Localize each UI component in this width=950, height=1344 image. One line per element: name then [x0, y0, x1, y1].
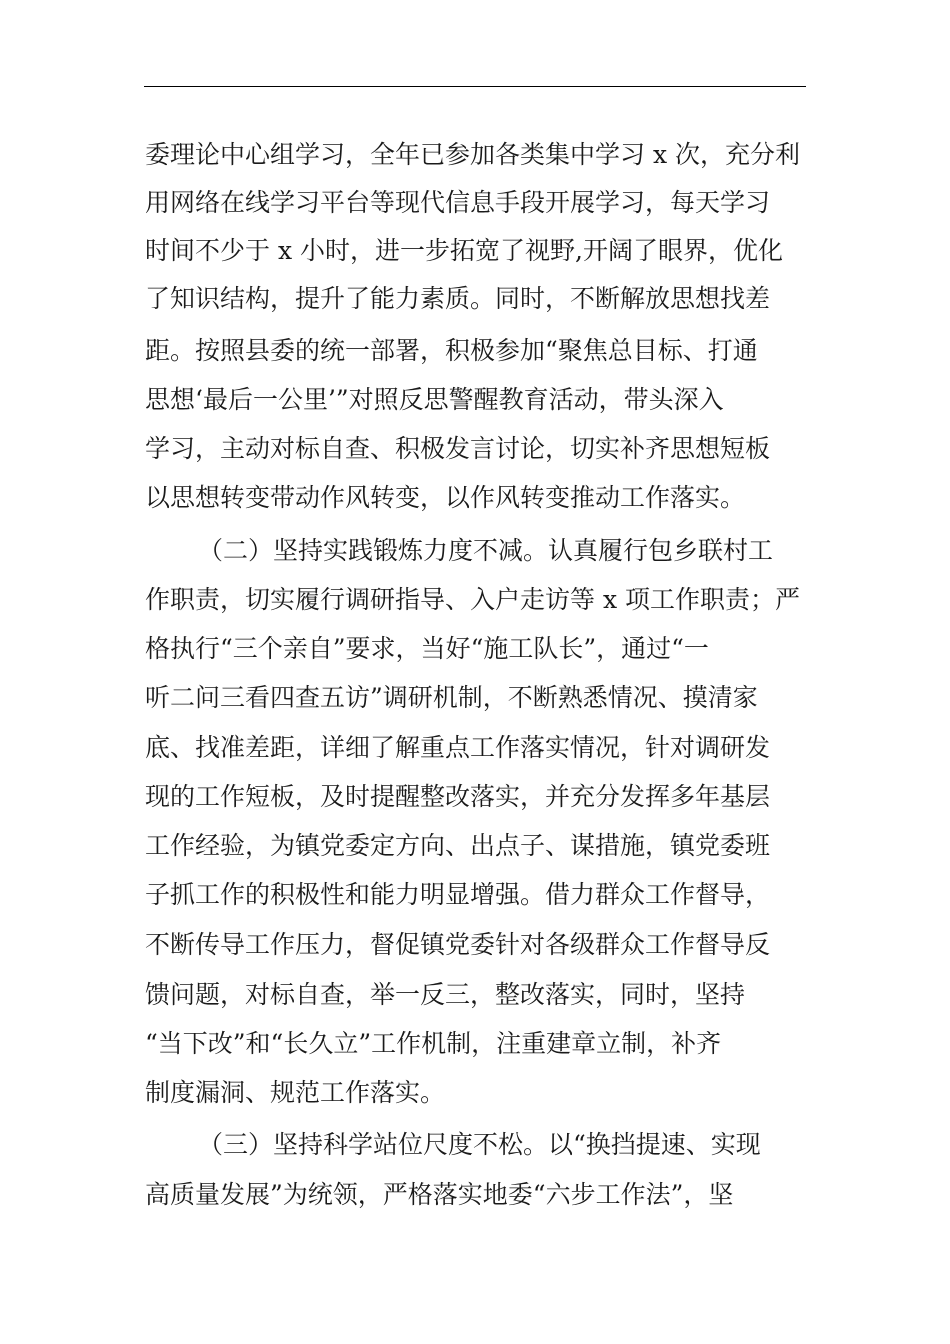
text-line: 听二问三看四查五访”调研机制，不断熟悉情况、摸清家 — [145, 683, 758, 712]
text-line: 了知识结构，提升了能力素质。同时，不断解放思想找差 — [145, 284, 771, 313]
text-line: “当下改”和“长久立”工作机制，注重建章立制，补齐 — [145, 1029, 722, 1058]
text-line: 现的工作短板，及时提醒整改落实，并充分发挥多年基层 — [145, 782, 771, 811]
text-line: 作职责，切实履行调研指导、入户走访等 x 项工作职责；严 — [145, 585, 800, 614]
text-line: 不断传导工作压力，督促镇党委针对各级群众工作督导反 — [145, 930, 771, 959]
text-line: 工作经验，为镇党委定方向、出点子、谋措施，镇党委班 — [145, 831, 771, 860]
text-line: 以思想转变带动作风转变，以作风转变推动工作落实。 — [145, 483, 746, 512]
text-line: 思想‘最后一公里’”对照反思警醒教育活动，带头深入 — [145, 385, 724, 414]
text-line: 底、找准差距，详细了解重点工作落实情况，针对调研发 — [145, 733, 771, 762]
text-line: 学习，主动对标自查、积极发言讨论，切实补齐思想短板 — [145, 434, 771, 463]
section-heading-line: （二）坚持实践锻炼力度不减。认真履行包乡联村工 — [198, 536, 774, 565]
text-line: 格执行“三个亲自”要求，当好“施工队长”，通过“一 — [145, 634, 709, 663]
text-line: 馈问题，对标自查，举一反三，整改落实，同时，坚持 — [145, 980, 746, 1009]
text-line: 制度漏洞、规范工作落实。 — [145, 1078, 446, 1107]
text-line: 用网络在线学习平台等现代信息手段开展学习，每天学习 — [145, 188, 771, 217]
text-line: 高质量发展”为统领，严格落实地委“六步工作法”，坚 — [145, 1180, 734, 1209]
text-line: 委理论中心组学习，全年已参加各类集中学习 x 次，充分利 — [145, 140, 800, 169]
text-line: 子抓工作的积极性和能力明显增强。借力群众工作督导， — [145, 880, 771, 909]
text-line: 时间不少于 x 小时，进一步拓宽了视野,开阔了眼界，优化 — [145, 236, 783, 265]
section-heading-line: （三）坚持科学站位尺度不松。以“换挡提速、实现 — [198, 1130, 761, 1159]
text-line: 距。按照县委的统一部署，积极参加“聚焦总目标、打通 — [145, 336, 758, 365]
header-rule — [144, 86, 806, 87]
